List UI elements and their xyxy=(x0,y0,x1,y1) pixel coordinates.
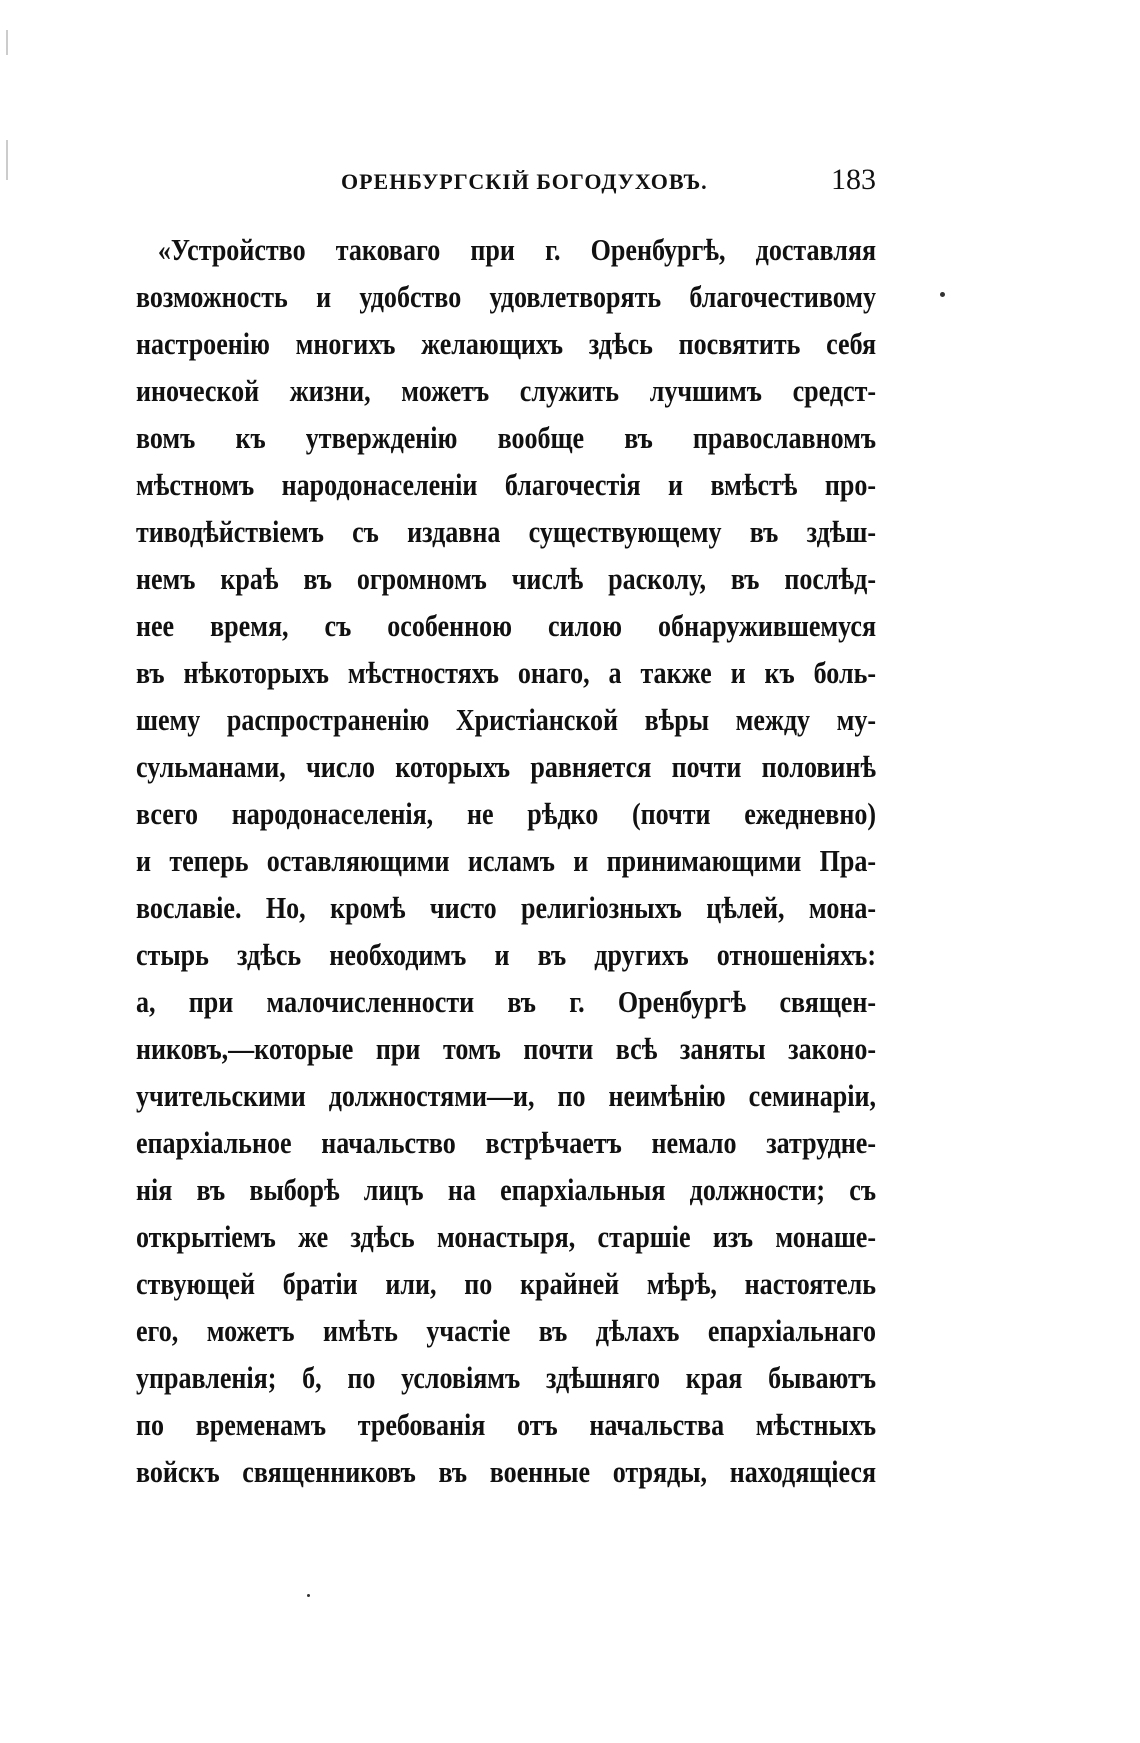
scan-speck xyxy=(307,1594,310,1597)
text-line: шему распространенію Христіанской вѣры между му- xyxy=(136,702,877,737)
scan-edge-mark xyxy=(6,140,8,180)
scan-speck xyxy=(940,292,945,297)
text-line: никовъ,—которые при томъ почти всѣ заняты законо- xyxy=(136,1031,877,1066)
text-line: настроенію многихъ желающихъ здѣсь посвятить себя xyxy=(136,326,877,361)
text-line: всего народонаселенія, не рѣдко (почти ежедневно) xyxy=(136,796,877,831)
page-number: 183 xyxy=(831,163,876,196)
scan-edge-mark xyxy=(6,30,8,55)
text-line: вославіе. Но, кромѣ чисто религіозныхъ цѣлей, мона- xyxy=(136,890,877,925)
text-line: возможность и удобство удовлетворять благочестивому xyxy=(136,279,877,314)
text-line: «Устройство таковаго при г. Оренбургѣ, доставляя xyxy=(157,232,877,267)
text-line: его, можетъ имѣть участіе въ дѣлахъ епархіальнаго xyxy=(136,1313,877,1348)
text-line: въ нѣкоторыхъ мѣстностяхъ онаго, а также и къ боль- xyxy=(136,655,877,690)
page-header xyxy=(136,163,876,203)
text-line: учительскими должностями—и, по неимѣнію семинаріи, xyxy=(136,1078,877,1113)
text-line: управленія; б, по условіямъ здѣшняго края бываютъ xyxy=(136,1360,877,1395)
text-line: ствующей братіи или, по крайней мѣрѣ, настоятель xyxy=(136,1266,877,1301)
text-line: мѣстномъ народонаселеніи благочестія и вмѣстѣ про- xyxy=(136,467,877,502)
text-line: стырь здѣсь необходимъ и въ другихъ отношеніяхъ: xyxy=(136,937,877,972)
text-line: нее время, съ особенною силою обнаружившемуся xyxy=(136,608,877,643)
text-line: тиводѣйствіемъ съ издавна существующему въ здѣш- xyxy=(136,514,877,549)
text-line: по временамъ требованія отъ начальства мѣстныхъ xyxy=(136,1407,877,1442)
text-line: а, при малочисленности въ г. Оренбургѣ священ- xyxy=(136,984,877,1019)
text-line: иноческой жизни, можетъ служить лучшимъ средст- xyxy=(136,373,877,408)
text-line: открытіемъ же здѣсь монастыря, старшіе изъ монаше- xyxy=(136,1219,877,1254)
text-line: нія въ выборѣ лицъ на епархіальныя должности; съ xyxy=(136,1172,877,1207)
text-line: немъ краѣ въ огромномъ числѣ расколу, въ послѣд- xyxy=(136,561,877,596)
text-line: войскъ священниковъ въ военные отряды, находящіеся xyxy=(136,1454,877,1489)
text-line: сульманами, число которыхъ равняется почти половинѣ xyxy=(136,749,877,784)
body-text xyxy=(136,226,876,1495)
text-line: и теперь оставляющими исламъ и принимающими Пра- xyxy=(136,843,877,878)
text-line: вомъ къ утвержденію вообще въ православномъ xyxy=(136,420,877,455)
text-line: епархіальное начальство встрѣчаетъ немало затрудне- xyxy=(136,1125,877,1160)
running-title: ОРЕНБУРГСКІЙ БОГОДУХОВЪ. xyxy=(341,169,708,194)
